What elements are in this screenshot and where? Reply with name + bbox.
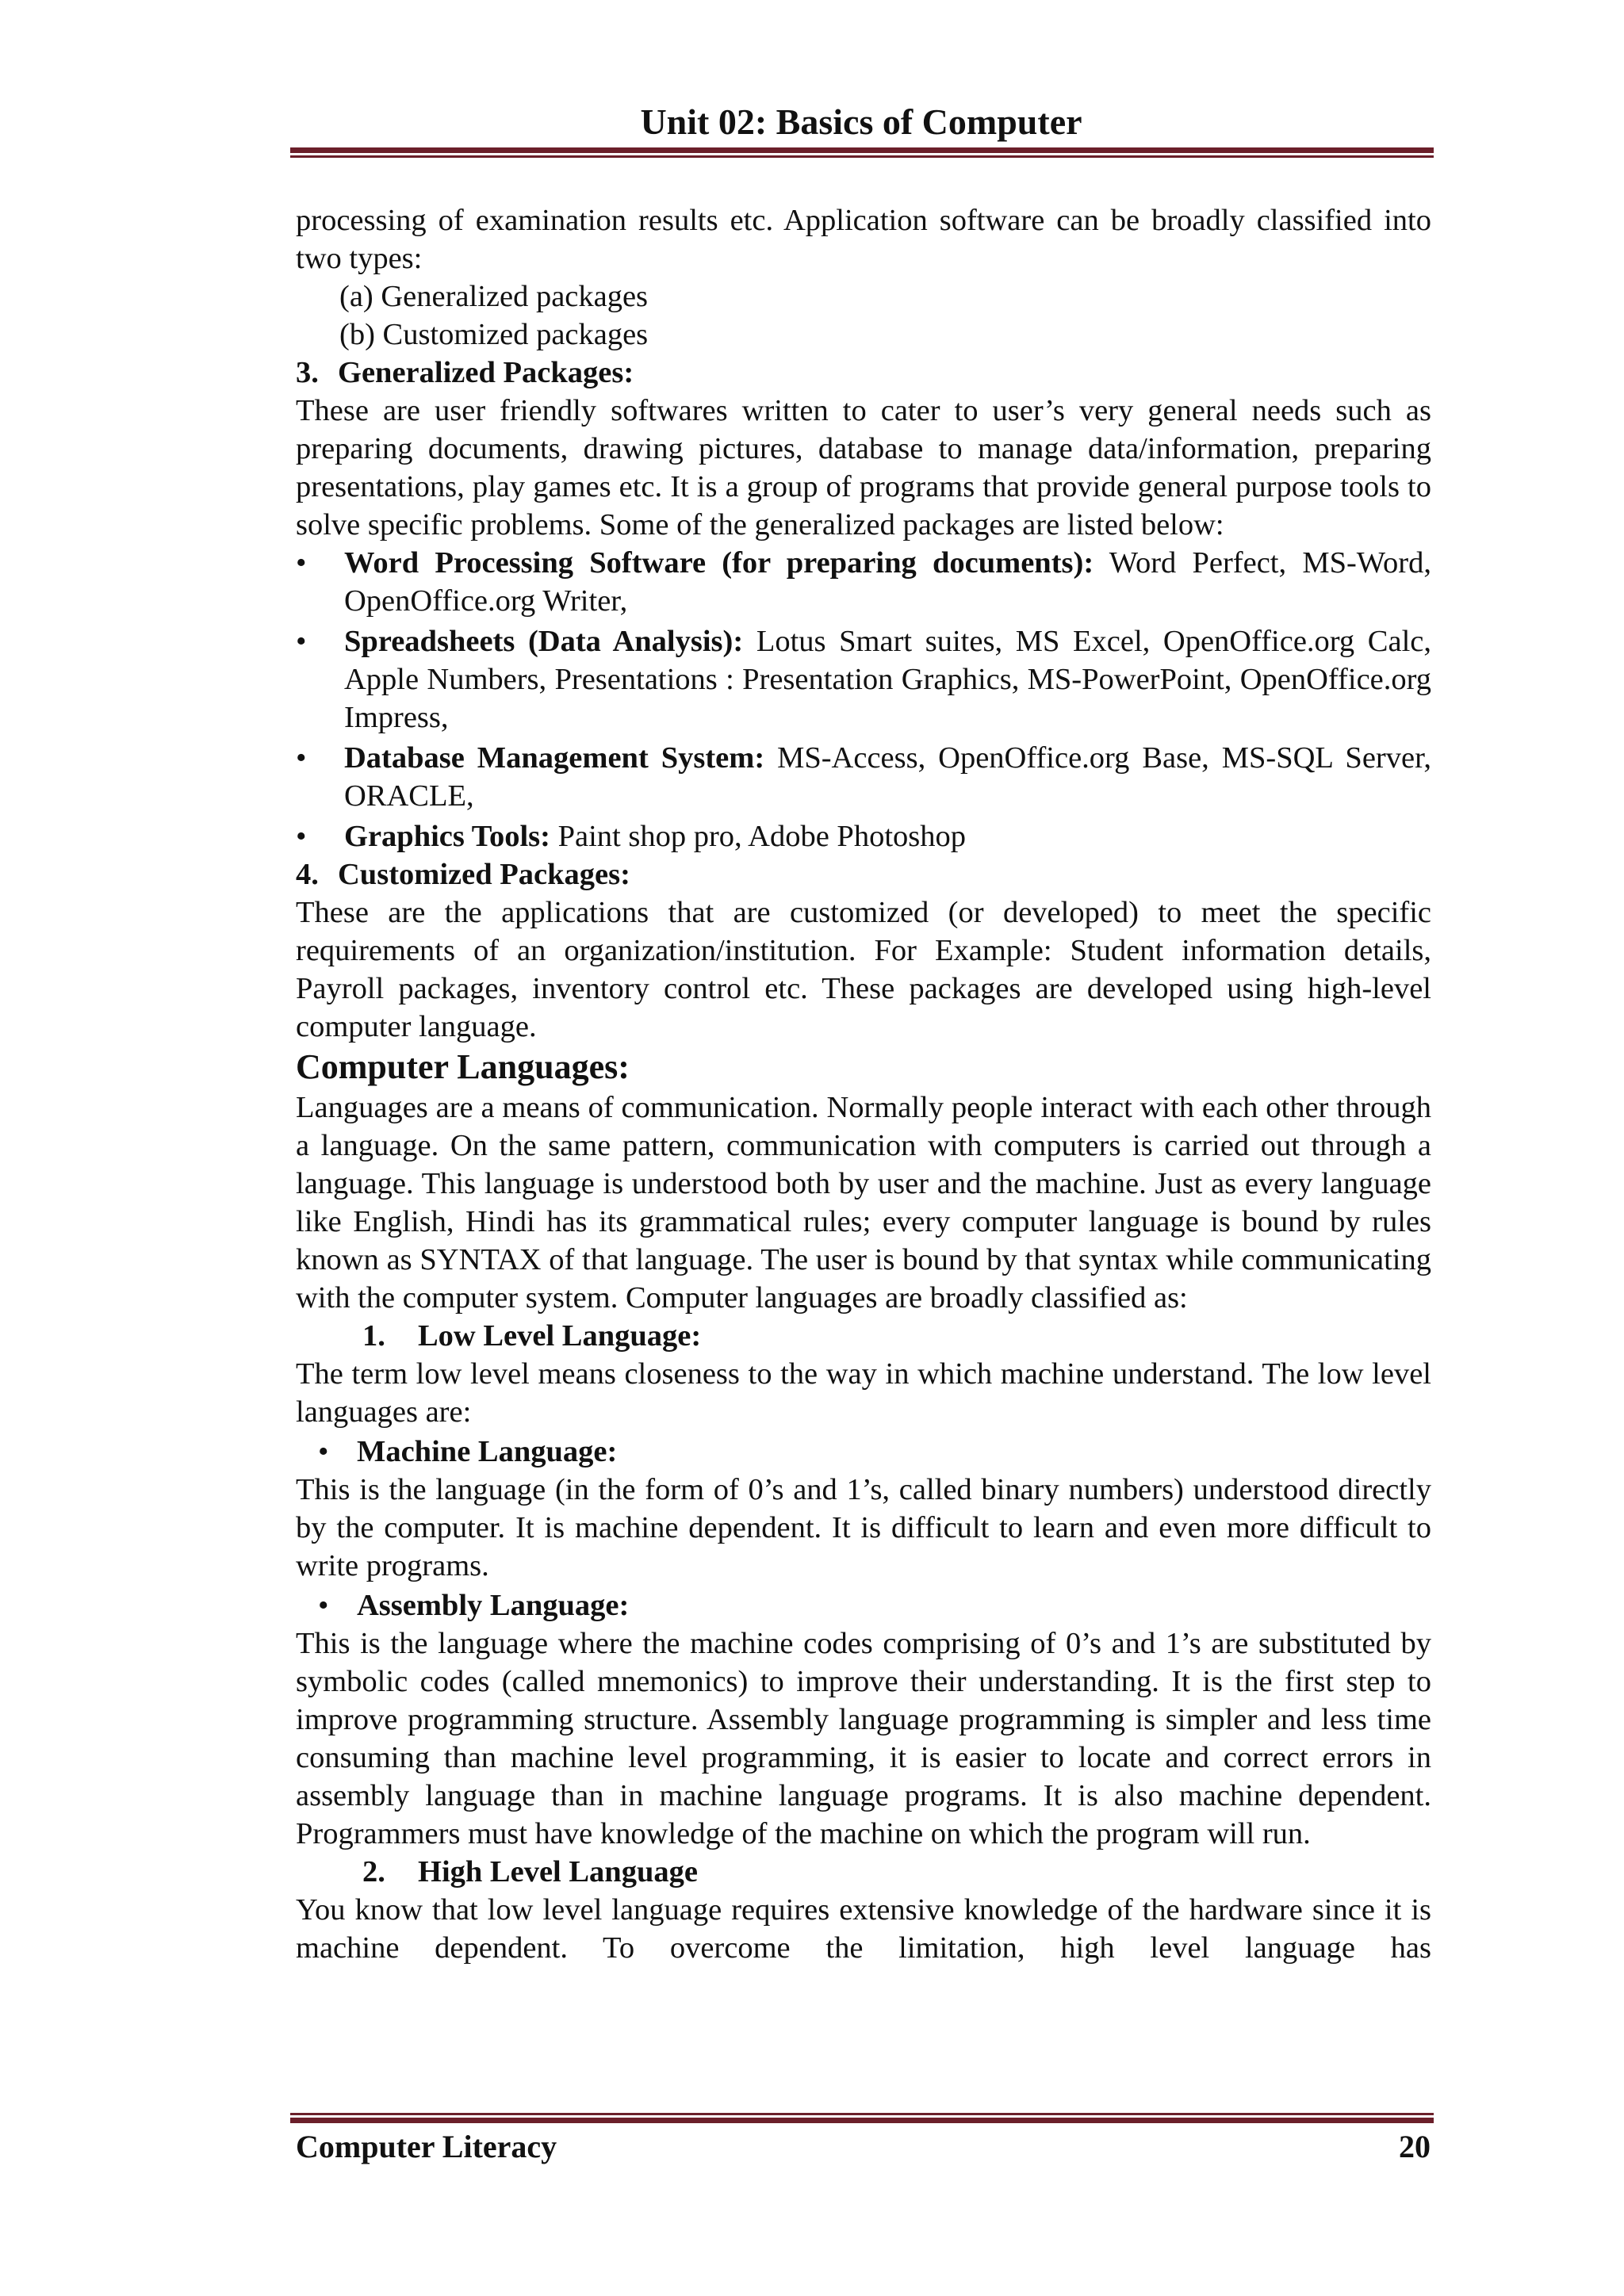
- bullet-icon: •: [296, 820, 307, 853]
- high-level-heading-text: High Level Language: [418, 1855, 698, 1888]
- header-rule-thick: [290, 147, 1434, 153]
- generalized-number: 3.: [296, 356, 319, 389]
- list-item: [296, 817, 1431, 855]
- assembly-language-heading: [296, 1586, 1431, 1624]
- customized-heading: [296, 855, 1431, 894]
- bullet-icon: •: [318, 1589, 329, 1622]
- list-item-term: Graphics Tools:: [344, 820, 550, 853]
- high-level-heading: [362, 1853, 1431, 1891]
- list-item-desc: MS-Access, OpenOffice.org Base, MS-SQL Server, ORACLE,: [344, 741, 1431, 813]
- generalized-package-list: [296, 544, 1431, 855]
- assembly-language-paragraph: This is the language where the machine codes comprising of 0’s and 1’s are substituted by symbolic codes (called mnemonics) to improve their understanding. It is the first step to improve programming structure. Assembly language programming is simpler and less time consuming than machine level programming, it is easier to locate and correct errors in assembly language than in machine language programs. It is also machine dependent. Programmers must have knowledge of the machine on which the program will run.: [296, 1627, 1431, 1850]
- machine-language-heading-text: Machine Language:: [357, 1435, 618, 1468]
- generalized-heading: [296, 354, 1431, 392]
- computer-languages-paragraph: Languages are a means of communication. Normally people interact with each other through a language. On the same pattern, communication with computers is carried out through a language. This language is understood both by user and the machine. Just as every language like English, Hindi has its grammatical rules; every computer language is bound by rules known as SYNTAX of that language. The user is bound by that syntax while communicating with the computer system. Computer languages are broadly classified as:: [296, 1091, 1431, 1314]
- bullet-icon: •: [318, 1435, 329, 1468]
- low-level-heading: [362, 1317, 1431, 1355]
- assembly-language-heading-text: Assembly Language:: [357, 1589, 630, 1622]
- list-item-term: Word Processing Software (for preparing documents):: [344, 546, 1094, 580]
- header-rule-thin: [290, 155, 1434, 158]
- footer-rule-thick: [290, 2118, 1434, 2123]
- list-item: [296, 544, 1431, 620]
- low-level-heading-text: Low Level Language:: [418, 1319, 702, 1353]
- generalized-heading-text: Generalized Packages:: [338, 356, 634, 389]
- type-b-item: (b) Customized packages: [339, 318, 649, 351]
- page-header-title: Unit 02: Basics of Computer: [640, 101, 1082, 142]
- list-item: [296, 622, 1431, 737]
- high-level-number: 2.: [362, 1855, 385, 1888]
- customized-number: 4.: [296, 858, 319, 891]
- machine-language-paragraph: This is the language (in the form of 0’s and 1’s, called binary numbers) understood directly by the computer. It is machine dependent. It is difficult to learn and even more difficult to write programs.: [296, 1473, 1431, 1582]
- list-item-term: Database Management System:: [344, 741, 765, 775]
- bullet-icon: •: [296, 546, 307, 580]
- list-item-desc: Paint shop pro, Adobe Photoshop: [550, 820, 967, 853]
- generalized-paragraph: These are user friendly softwares written to cater to user’s very general needs such as preparing documents, drawing pictures, database to manage data/information, preparing presentations, play games etc. It is a group of programs that provide general purpose tools to solve specific problems. Some of the generalized packages are listed below:: [296, 394, 1431, 541]
- page-number: 20: [1399, 2129, 1431, 2164]
- low-level-paragraph: The term low level means closeness to the way in which machine understand. The low level languages are:: [296, 1357, 1431, 1429]
- intro-paragraph: processing of examination results etc. Application software can be broadly classified into two types:: [296, 204, 1431, 275]
- customized-heading-text: Customized Packages:: [338, 858, 630, 891]
- list-item-desc: Lotus Smart suites, MS Excel, OpenOffice.org Calc, Apple Numbers, Presentations : Presentation Graphics, MS-PowerPoint, OpenOffice.org Impress,: [344, 625, 1431, 734]
- bullet-icon: •: [296, 625, 307, 658]
- page-content: [296, 201, 1431, 1967]
- computer-languages-heading: Computer Languages:: [296, 1047, 630, 1086]
- footer-rule-thin: [290, 2113, 1434, 2115]
- high-level-paragraph: You know that low level language requires extensive knowledge of the hardware since it is machine dependent. To overcome the limitation, high level language has: [296, 1893, 1431, 1965]
- low-level-number: 1.: [362, 1319, 385, 1353]
- list-item: [296, 739, 1431, 815]
- bullet-icon: •: [296, 741, 307, 775]
- customized-paragraph: These are the applications that are customized (or developed) to meet the specific requirements of an organization/institution. For Example: Student information details, Payroll packages, inventory control etc. These packages are developed using high-level computer language.: [296, 896, 1431, 1043]
- footer-course-title: Computer Literacy: [296, 2129, 557, 2164]
- machine-language-heading: [296, 1433, 1431, 1471]
- type-a-item: (a) Generalized packages: [339, 280, 649, 313]
- list-item-term: Spreadsheets (Data Analysis):: [344, 625, 744, 658]
- list-item-desc: Word Perfect, MS-Word, OpenOffice.org Writer,: [344, 546, 1432, 618]
